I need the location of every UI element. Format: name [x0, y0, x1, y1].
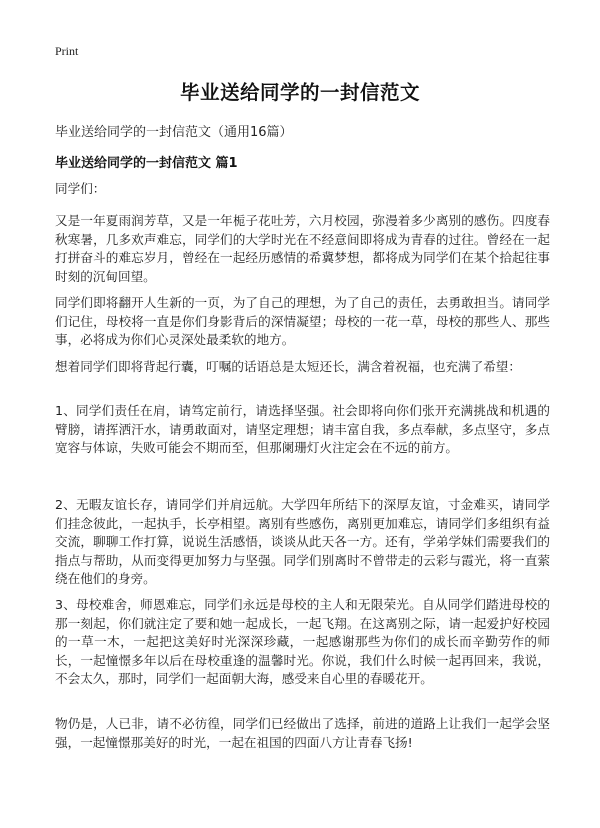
body-paragraph: 2、无暇友谊长存，请同学们并肩远航。大学四年所结下的深厚友谊，寸金难买，请同学们挂念彼此，一起执手，长亭相望。离别有些感伤，离别更加难忘，请同学们多组织有益交流，聊聊工作打算，说说生活感悟，谈谈从此天各一方。还有，学弟学妹们需要我们的指点与帮助，从而变得更加努力与坚强。同学们别离时不曾带走的云彩与霞光，将一直萦绕在他们的身旁。 [55, 497, 550, 587]
body-paragraph: 物仍是，人已非，请不必彷徨，同学们已经做出了选择，前进的道路上让我们一起学会坚强，一起憧憬那美好的时光，一起在祖国的四面八方让青春飞扬! [55, 716, 550, 750]
document-subtitle: 毕业送给同学的一封信范文（通用16篇） [55, 125, 293, 140]
body-paragraph: 想着同学们即将背起行囊，叮嘱的话语总是太短还长，满含着祝福，也充满了希望： [55, 359, 521, 374]
page-title: 毕业送给同学的一封信范文 [179, 81, 420, 104]
body-paragraph: 1、同学们责任在肩，请笃定前行，请选择坚强。社会即将向你们张开充满挑战和机遇的臂膀，请挥洒汗水，请勇敢面对，请坚定理想；请丰富自我，多点奉献，多点坚守，多点宽容与体谅，失败可能会不期而至，但那阑珊灯火注定会在不远的前方。 [55, 403, 550, 456]
body-paragraph: 3、母校难舍，师恩难忘，同学们永远是母校的主人和无限荣光。自从同学们踏进母校的那一刻起，你们就注定了要和她一起成长，一起飞翔。在这离别之际，请一起爱护好校园的一草一木，一起把这美好时光深深珍藏，一起感谢那些为你们的成长而辛勤劳作的师长，一起憧憬多年以后在母校重逢的温馨时光。你说，我们什么时候一起再回来，我说，不会太久，那时，同学们一起面朝大海，感受来自心里的春暖花开。 [55, 597, 550, 687]
body-paragraph: 同学们即将翻开人生新的一页，为了自己的理想，为了自己的责任，去勇敢担当。请同学们记住，母校将一直是你们身影背后的深情凝望；母校的一花一草，母校的那些人、那些事，必将成为你们心灵深处最柔软的地方。 [55, 295, 550, 348]
greeting-paragraph: 同学们： [55, 181, 106, 196]
print-link[interactable]: Print [55, 44, 79, 58]
body-paragraph: 又是一年夏雨润芳草，又是一年栀子花吐芳，六月校园，弥漫着多少离别的感伤。四度春秋寒暑，几多欢声难忘，同学们的大学时光在不经意间即将成为青春的过往。曾经在一起打拼奋斗的难忘岁月，曾经在一起经历感情的希冀梦想，都将成为同学们在某个拾起往事时刻的沉甸回望。 [55, 213, 550, 284]
section-heading: 毕业送给同学的一封信范文 篇1 [55, 156, 238, 171]
